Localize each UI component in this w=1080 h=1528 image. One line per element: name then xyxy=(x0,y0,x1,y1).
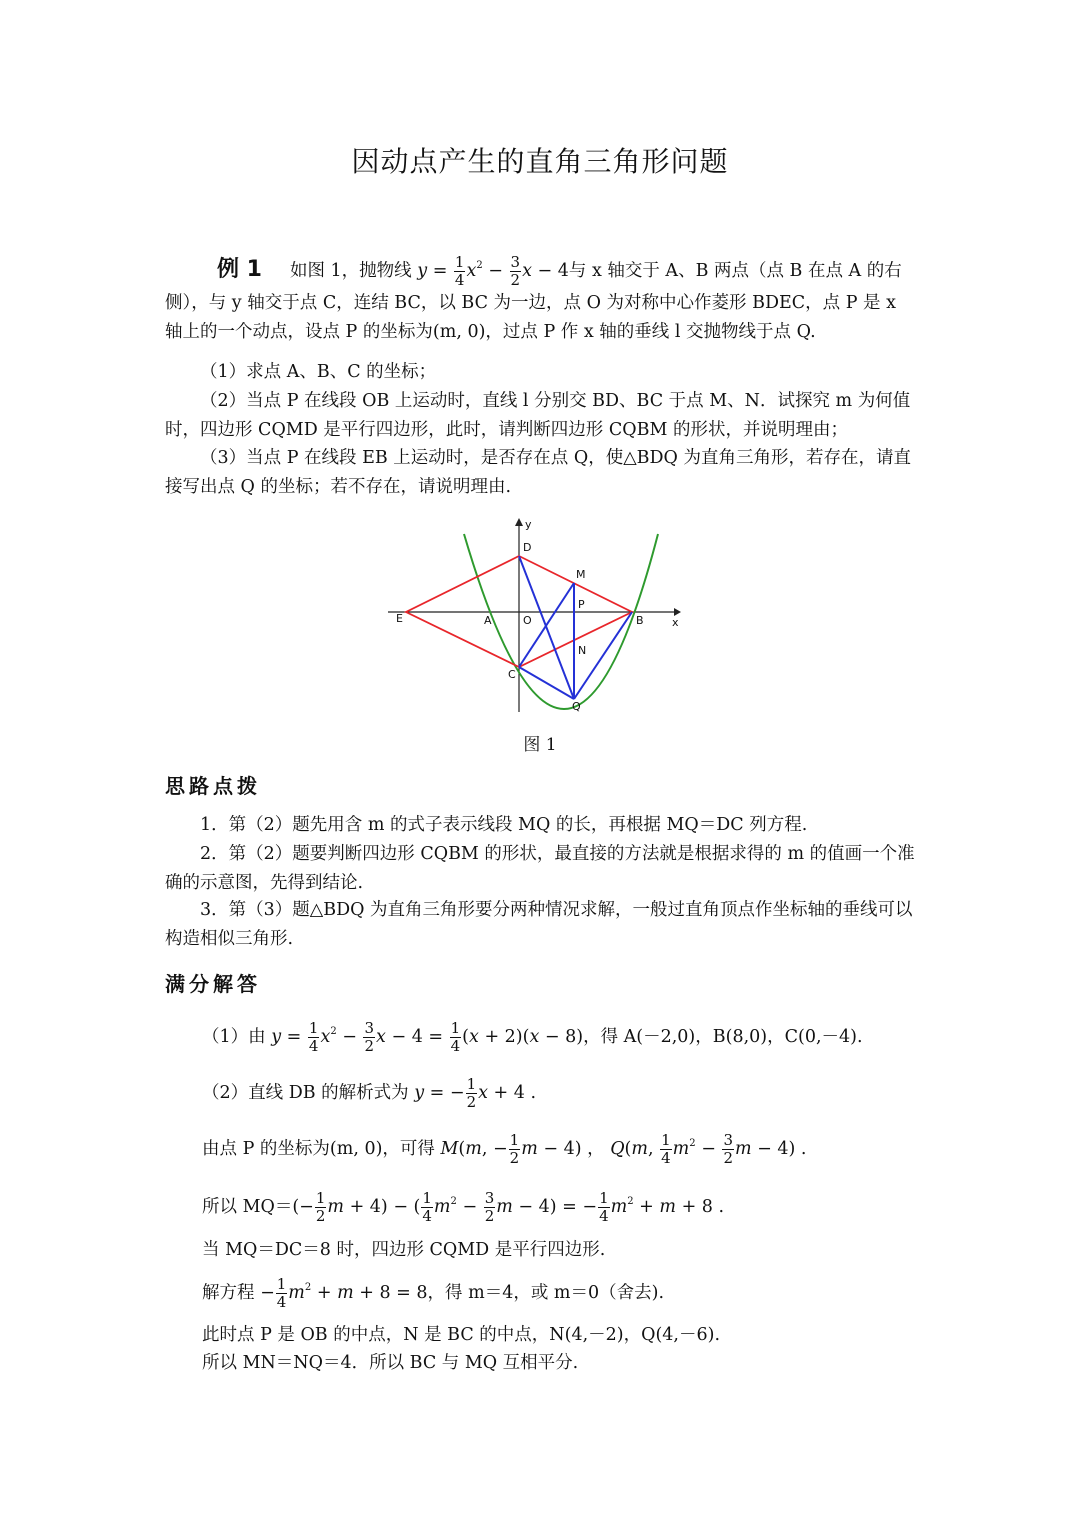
solution-2-text: （2）直线 DB 的解析式为 xyxy=(202,1083,415,1103)
solution-3-prefix: 由点 P 的坐标为(m, 0)，可得 xyxy=(202,1139,441,1159)
solution-2-formula: y = − $\frac{1}{2}$ x + 4 . xyxy=(414,1075,537,1111)
example-paragraph xyxy=(165,254,917,346)
solution-4-prefix: 所以 MQ＝ xyxy=(202,1197,293,1217)
question-3: （3）当点 P 在线段 EB 上运动时，是否存在点 Q，使△BDQ 为直角三角形，若存在，请直接写出点 Q 的坐标；若不存在，请说明理由. xyxy=(165,448,911,497)
hint-2: 2．第（2）题要判断四边形 CQBM 的形状，最直接的方法就是根据求得的 m 的值画一个准确的示意图，先得到结论. xyxy=(165,844,915,893)
label-b: B xyxy=(636,614,644,627)
label-m: M xyxy=(576,568,586,581)
page-title: 因动点产生的直角三角形问题 xyxy=(351,145,729,178)
segment-dq xyxy=(519,556,574,699)
solution-line-3 xyxy=(202,1132,807,1167)
label-c: C xyxy=(508,668,516,681)
hint-1: 1．第（2）题先用含 m 的式子表示线段 MQ 的长，再根据 MQ＝DC 列方程. xyxy=(200,815,808,835)
hint-3: 3．第（3）题△BDQ 为直角三角形要分两种情况求解，一般过直角顶点作坐标轴的垂线可以构造相似三角形. xyxy=(165,900,913,949)
parabola xyxy=(464,534,658,709)
question-1: （1）求点 A、B、C 的坐标； xyxy=(200,362,437,382)
solution-4-formula: (− $\frac{1}{2}$ m + 4) − ( $\frac{1}{4}$ $m^2$ − $\frac{3}{2}$ m − 4) = − $\frac{1}{4}$ $m^2 + m + 8$ . xyxy=(292,1189,725,1225)
solution-line-4 xyxy=(202,1190,724,1225)
example-intro-a: 如图 1，抛物线 xyxy=(289,261,418,281)
solution-1-result: ，得 A(－2,0)，B(8,0)，C(0,－4). xyxy=(583,1027,863,1047)
label-q: Q xyxy=(572,700,581,713)
label-o: O xyxy=(523,614,532,627)
question-2: （2）当点 P 在线段 OB 上运动时，直线 l 分别交 BD、BC 于点 M、N．试探究 m 为何值时，四边形 CQMD 是平行四边形，此时，请判断四边形 CQBM 的形状，并说明理由； xyxy=(165,391,911,440)
solution-line-6 xyxy=(202,1276,664,1311)
label-e: E xyxy=(396,612,403,625)
label-x: x xyxy=(672,616,679,629)
x-axis-arrow xyxy=(674,608,681,616)
label-d: D xyxy=(523,541,532,554)
solution-heading: 满分解答 xyxy=(165,972,261,996)
example-label: 例 1 xyxy=(217,257,262,282)
solution-3-formula: M(m, − $\frac{1}{2}$ m − 4) ， Q(m, $\frac{1}{4}$ $m^2$ − $\frac{3}{2}$ m − 4) . xyxy=(440,1131,807,1167)
label-a: A xyxy=(484,614,492,627)
hints-heading: 思路点拨 xyxy=(165,774,261,798)
solution-line-1 xyxy=(202,1020,863,1055)
figure-caption: 图 1 xyxy=(523,735,557,755)
example-intro-b: 与 x 轴交于 A、B 两点（点 B 在点 A 的右侧），与 y 轴交于点 C，连结 BC，以 BC 为一边，点 O 为对称中心作菱形 BDEC，点 P 是 x 轴上的一个动点，设点 P 的坐标为(m, 0)，过点 P 作 x 轴的垂线 l 交抛物线于点 Q. xyxy=(165,261,902,342)
solution-1-prefix: （1）由 xyxy=(202,1027,272,1047)
solution-line-2 xyxy=(202,1076,536,1111)
solution-line-8: 所以 MN＝NQ＝4．所以 BC 与 MQ 互相平分. xyxy=(202,1353,579,1373)
solution-line-5: 当 MQ＝DC＝8 时，四边形 CQMD 是平行四边形. xyxy=(202,1240,606,1260)
solution-6-formula: − $\frac{1}{4}$ $m^2 + m + 8 = 8$ xyxy=(260,1275,428,1311)
label-p: P xyxy=(578,598,585,611)
solution-6-prefix: 解方程 xyxy=(202,1283,261,1303)
label-n: N xyxy=(578,644,587,657)
figure-1-diagram xyxy=(384,514,684,714)
y-axis-arrow xyxy=(515,518,523,526)
example-formula: y = $\frac{1}{4}$ $x^2$ − $\frac{3}{2}$ x − 4 xyxy=(417,253,569,289)
label-y: y xyxy=(525,518,532,531)
solution-6-result: ，得 m＝4，或 m＝0（舍去). xyxy=(427,1283,665,1303)
solution-line-7: 此时点 P 是 OB 的中点，N 是 BC 的中点，N(4,－2)，Q(4,－6). xyxy=(202,1325,721,1345)
solution-1-formula: y = $\frac{1}{4}$ $x^2$ − $\frac{3}{2}$ x − 4 = $\frac{1}{4}$ (x + 2)(x − 8) xyxy=(271,1019,584,1055)
